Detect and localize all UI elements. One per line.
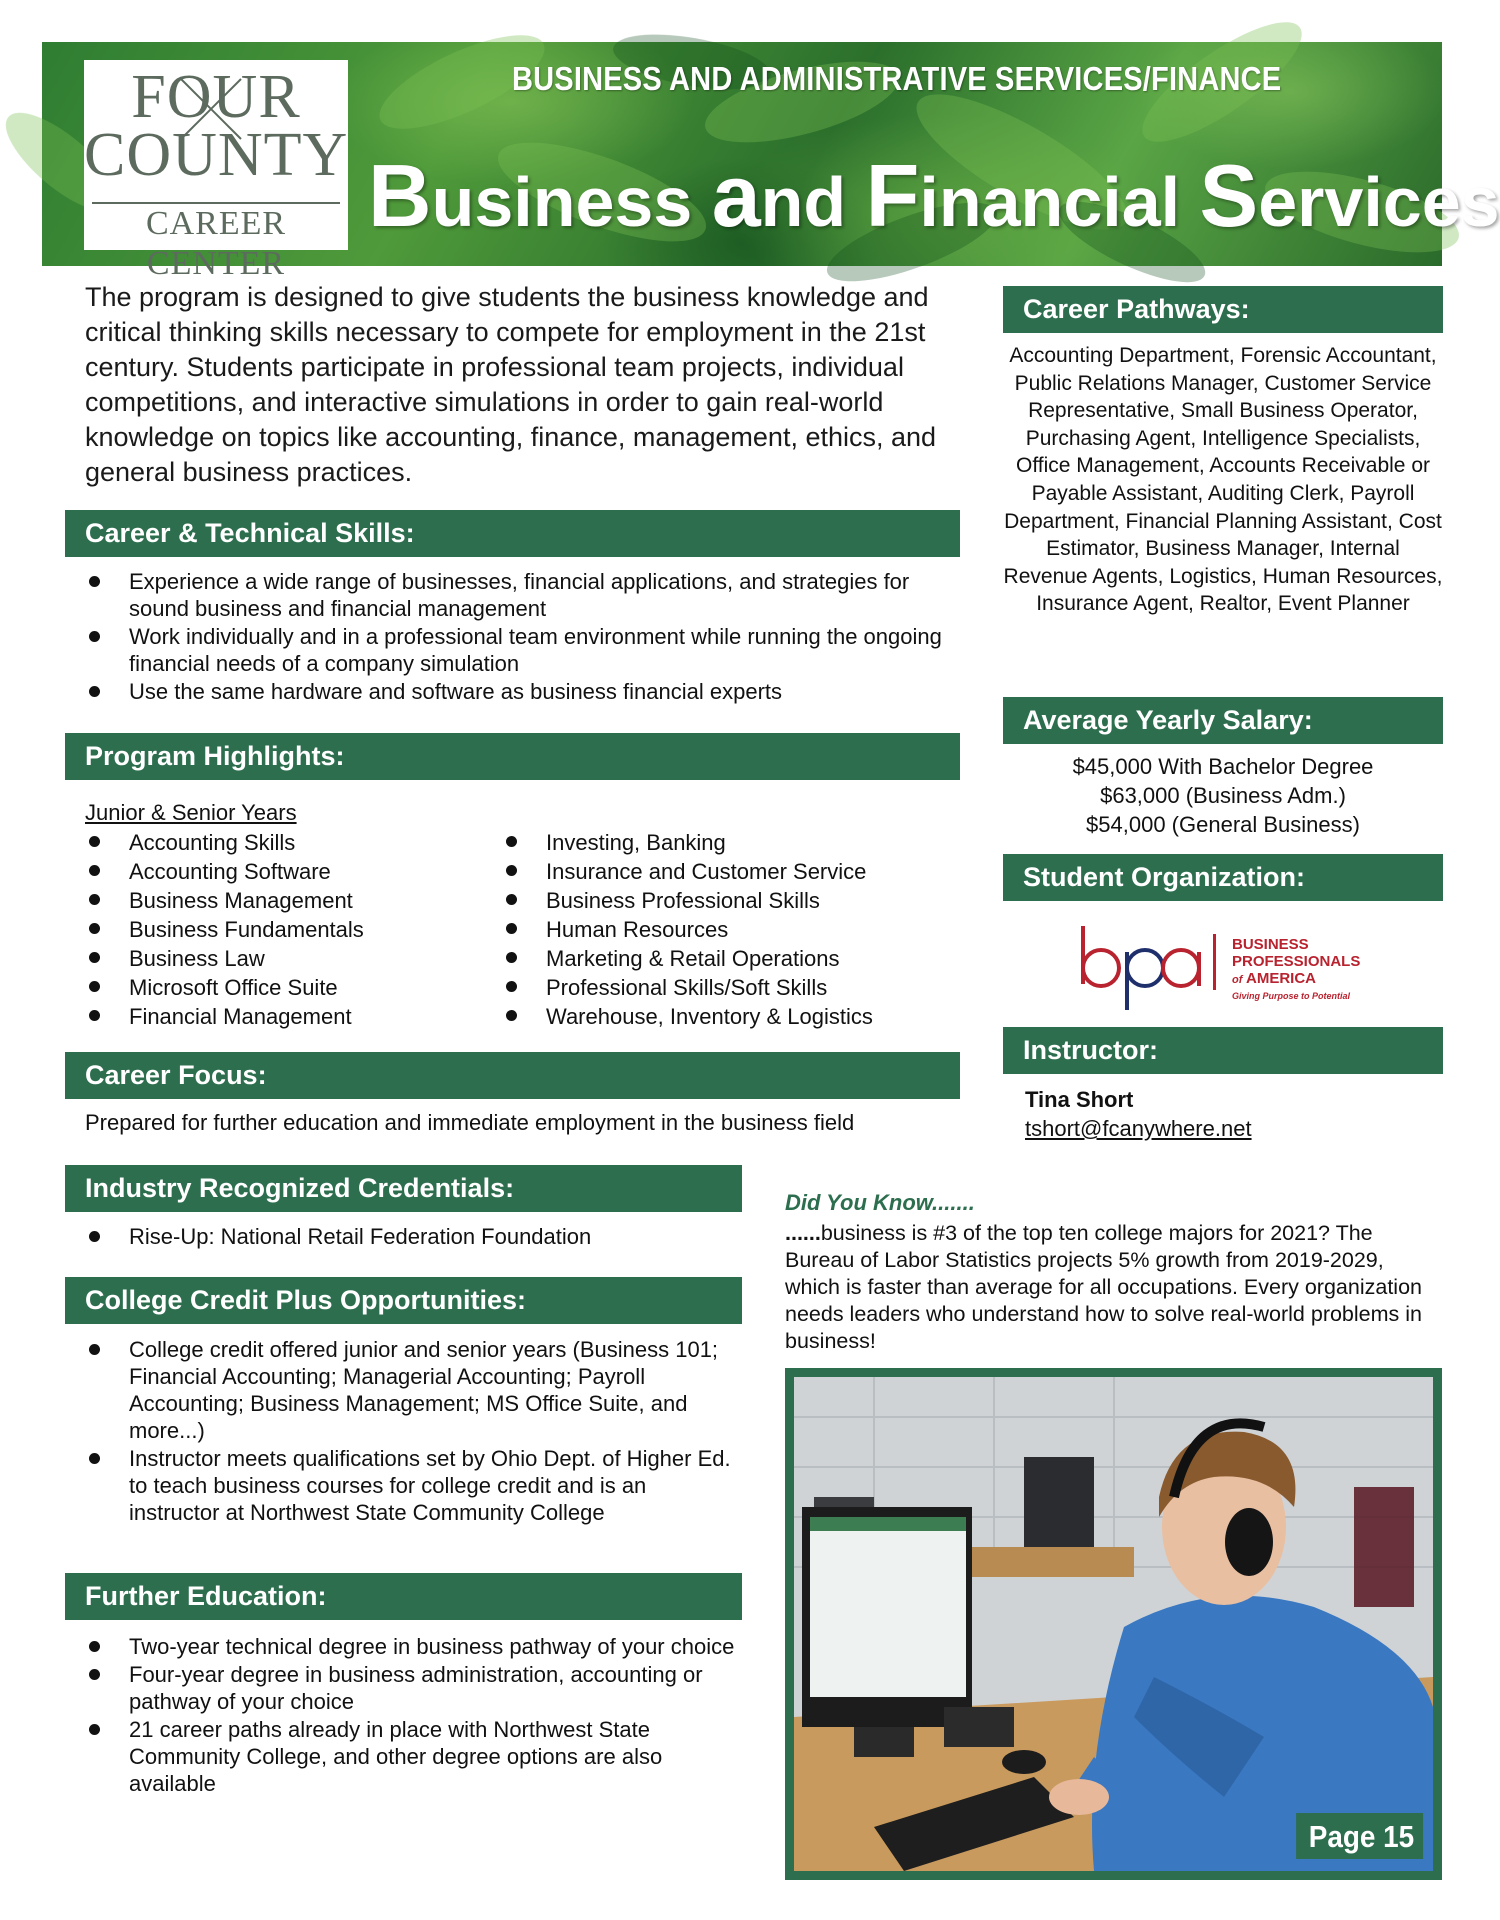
- credentials-heading: Industry Recognized Credentials:: [65, 1165, 742, 1212]
- list-item: 21 career paths already in place with Northwest State Community College, and other degree options are also available: [85, 1716, 740, 1797]
- list-item: Warehouse, Inventory & Logistics: [502, 1002, 962, 1031]
- bpa-tagline: Giving Purpose to Potential: [1232, 991, 1351, 1001]
- salary-lines: [1003, 752, 1443, 839]
- student-photo: [794, 1377, 1433, 1871]
- salary-heading: Average Yearly Salary:: [1003, 697, 1443, 744]
- list-item: Two-year technical degree in business pathway of your choice: [85, 1633, 740, 1660]
- bpa-america: AMERICA: [1246, 970, 1317, 987]
- program-highlights-left-list: [85, 828, 485, 1031]
- salary-line: $54,000 (General Business): [1086, 812, 1360, 837]
- list-item: Business Fundamentals: [85, 915, 485, 944]
- career-technical-skills-heading: Career & Technical Skills:: [65, 510, 960, 557]
- list-item: Insurance and Customer Service: [502, 857, 962, 886]
- bpa-divider: [1213, 934, 1216, 990]
- career-focus-heading: Career Focus:: [65, 1052, 960, 1099]
- list-item: Rise-Up: National Retail Federation Foundation: [85, 1223, 735, 1250]
- career-pathways-heading: Career Pathways:: [1003, 286, 1443, 333]
- four-county-logo: [84, 60, 349, 282]
- salary-line: $45,000 With Bachelor Degree: [1072, 754, 1374, 779]
- list-item: Instructor meets qualifications set by Ohio Dept. of Higher Ed. to teach business courses for college credit and is an instructor at Northwest State Community College: [85, 1445, 740, 1526]
- list-item: College credit offered junior and senior years (Business 101; Financial Accounting; Managerial Accounting; Payroll Accounting; Business Management; MS Office Suite, and more...): [85, 1336, 740, 1444]
- salary-line: $63,000 (Business Adm.): [1100, 783, 1346, 808]
- program-highlights-subheading: Junior & Senior Years: [85, 800, 297, 825]
- bpa-of: of: [1232, 974, 1243, 986]
- student-organization-heading: Student Organization:: [1003, 854, 1443, 901]
- logo-career-center: CAREER CENTER: [92, 202, 340, 284]
- instructor-email-link[interactable]: tshort@fcanywhere.net: [1025, 1116, 1252, 1141]
- further-education-list: [85, 1633, 740, 1798]
- credentials-list: [85, 1223, 735, 1250]
- college-credit-heading: College Credit Plus Opportunities:: [65, 1277, 742, 1324]
- logo-four: FOUR: [131, 63, 301, 131]
- program-intro: The program is designed to give students the business knowledge and critical thinking skills necessary to compete for employment in the 21st century. Students participate in professional team projects, individual competitions, and interactive simulations in order to gain real-world knowledge on topics like accounting, finance, management, ethics, and general business practices.: [85, 282, 937, 487]
- career-technical-skills-list: [85, 568, 955, 706]
- instructor-name: Tina Short: [1025, 1087, 1134, 1112]
- career-pathways-text: Accounting Department, Forensic Accountant, Public Relations Manager, Customer Service Representative, Small Business Operator, Purchasing Agent, Intelligence Specialists, Office Management, Accounts Receivable or Payable Assistant, Auditing Clerk, Payroll Department, Financial Planning Assistant, Cost Estimator, Business Manager, Internal Revenue Agents, Logistics, Human Resources, Insurance Agent, Realtor, Event Planner: [1003, 344, 1443, 616]
- bpa-letters-icon: [1075, 922, 1205, 1012]
- did-you-know-title: Did You Know.......: [785, 1190, 975, 1215]
- list-item: Business Law: [85, 944, 485, 973]
- list-item: Microsoft Office Suite: [85, 973, 485, 1002]
- list-item: Business Management: [85, 886, 485, 915]
- student-at-computer-image: [794, 1377, 1433, 1871]
- career-focus-text: Prepared for further education and immediate employment in the business field: [85, 1110, 855, 1135]
- did-you-know-lead: ......: [785, 1221, 821, 1245]
- list-item: Financial Management: [85, 1002, 485, 1031]
- list-item: Human Resources: [502, 915, 962, 944]
- list-item: Four-year degree in business administration, accounting or pathway of your choice: [85, 1661, 740, 1715]
- list-item: Business Professional Skills: [502, 886, 962, 915]
- further-education-heading: Further Education:: [65, 1573, 742, 1620]
- bpa-line1: BUSINESS: [1232, 936, 1309, 953]
- bpa-line2: PROFESSIONALS: [1232, 953, 1361, 970]
- did-you-know-text: [785, 1220, 1435, 1355]
- student-photo-frame: [785, 1368, 1442, 1880]
- page-number-label: Page 15: [1296, 1813, 1423, 1859]
- list-item: Accounting Software: [85, 857, 485, 886]
- list-item: Investing, Banking: [502, 828, 962, 857]
- list-item: Experience a wide range of businesses, financial applications, and strategies for sound business and financial management: [85, 568, 955, 622]
- list-item: Professional Skills/Soft Skills: [502, 973, 962, 1002]
- page-title: Business and Financial Services: [368, 146, 1500, 245]
- bpa-logo: [1075, 922, 1375, 1012]
- program-highlights-right-list: [502, 828, 962, 1031]
- instructor-heading: Instructor:: [1003, 1027, 1443, 1074]
- college-credit-list: [85, 1336, 740, 1527]
- list-item: Use the same hardware and software as business financial experts: [85, 678, 955, 705]
- list-item: Accounting Skills: [85, 828, 485, 857]
- logo-county: COUNTY: [84, 121, 349, 189]
- program-highlights-heading: Program Highlights:: [65, 733, 960, 780]
- list-item: Work individually and in a professional team environment while running the ongoing financial needs of a company simulation: [85, 623, 955, 677]
- header-banner: [42, 42, 1500, 282]
- banner-subtitle: BUSINESS AND ADMINISTRATIVE SERVICES/FINANCE: [512, 60, 1282, 97]
- did-you-know-body: business is #3 of the top ten college majors for 2021? The Bureau of Labor Statistics projects 5% growth from 2019-2029, which is faster than average for all occupations. Every organization needs leaders who understand how to solve real-world problems in business!: [785, 1221, 1422, 1353]
- list-item: Marketing & Retail Operations: [502, 944, 962, 973]
- bpa-line3: [1232, 970, 1360, 989]
- bpa-wordmark: [1232, 936, 1360, 1003]
